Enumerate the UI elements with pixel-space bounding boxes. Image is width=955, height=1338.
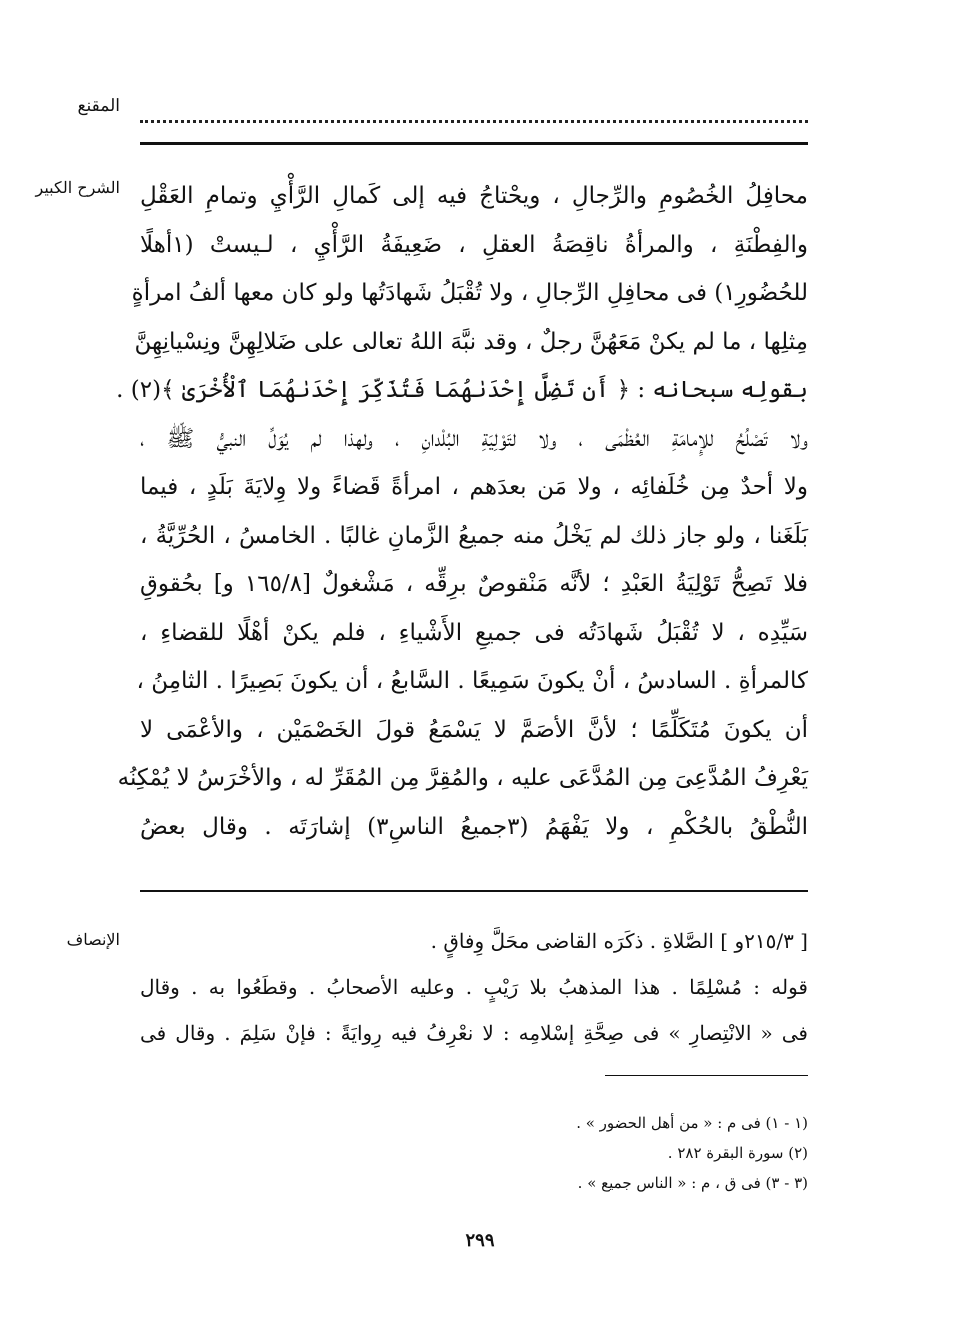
text-line: يَعْرِفُ المُدَّعِىَ مِن المُدَّعَى عليه ، والمُقِرَّ مِن المُقَرِّ له ، والأخْرَسُ لا يُمْكِنُه [117,765,808,791]
sharh-label: الشرح الكبير [35,178,120,197]
text-line: محافِلُ الخُصُومِ والرِّجالِ ، ويحْتاجُ فيه إلى كَمالِ الرَّأْيِ وتمامِ العَقْلِ [140,183,808,209]
text-line: ولا تَصْلُحُ للإِمامَةِ العُظْمَى ، ولا لتَوْلِيَةِ البُلْدانِ ، ولهذا لم يُوَلِّ النبيُّ ﷺ ، [140,425,808,452]
text-line: فلا تَصِحُّ تَوْلِيَةُ العَبْدِ ؛ لأنَّه مَنْقوصٌ برِقِّه ، مَشْغولٌ [١٦٥/٨ و] بحُقوقِ [140,571,808,597]
header-rule [140,142,808,145]
header-dotted-rule [140,112,808,123]
text-line: مِثلِها ، ما لم يكنْ مَعَهُنَّ رجلٌ ، وقد نبَّهَ اللهُ تعالى على ضَلالِهِنَّ ونِسْيانِهِنَّ [134,328,808,355]
text-line: كالمرأةِ . السادسُ ، أنْ يكونَ سَمِيعًا . السَّابعُ ، أن يكونَ بَصِيرًا . الثامِنُ ، [136,668,808,694]
footnote-divider [605,1075,808,1076]
section-divider [140,890,808,892]
footnote: (١ - ١) فى م : « من أهل الحضور » . [576,1114,808,1132]
text-line: للحُضُورِ١) فى محافِلِ الرِّجالِ ، ولا تُقْبَلُ شَهادَتُها ولو كان معها ألفُ امرأةٍ [131,280,808,306]
insaf-text [140,918,808,1056]
text-line: سَيِّدِه ، لا تُقْبَلُ شَهادَتُه فى جميعِ الأَشْياءِ ، فلم يكنْ أهْلًا للقضاءِ ، [140,619,808,646]
footnote: (٣ - ٣) فى ق ، م : « الناس جميع » . [577,1174,808,1192]
text-line: بَلَغَنا ، ولو جاز ذلك لم يَخْلُ منه جميعُ الزَّمانِ غالبًا . الخامسُ ، الحُرِّيَّةُ ، [140,522,808,549]
text-line: والفِطْنَةِ ، والمرأةُ ناقِصَةُ العقلِ ، ضَعِيفَةُ الرَّأْيِ ، لـيستْ (١أهلًا [140,231,808,258]
text-line: فى « الانْتِصارِ » فى صِحَّةِ إسْلامِه : لا نعْرِفُ فيه رِوايَةً : فإنْ سَلِمَ . وقال فى [140,1021,808,1045]
book-title: المقنع [77,96,120,116]
text-line: النُّطْقُ بالحُكْمِ ، ولا يَفْهَمُ (٣جميعُ الناسِ٣) إشارَتَه . وقال بعضُ [140,813,808,840]
footnotes [140,1108,808,1198]
text-line: بقولِه سبحانه : ﴿ أَن تَضِلَّ إِحْدَىٰهُمَا فَتُذَكِّرَ إِحْدَىٰهُمَا ٱلْأُخْرَىٰ ﴾(٢) . [116,377,808,403]
text-line: [ ٢١٥/٣و ] الصَّلاةِ . ذكَرَه القاضى محَلَّ وِفاقٍ . [430,929,808,953]
text-line: قوله : مُسْلِمًا . هذا المذهبُ بلا رَيْبٍ . وعليه الأصحابُ . وقطَعُوا به . وقال [140,975,808,999]
text-line: أن يكونَ مُتَكَلِّمًا ؛ لأنَّ الأصَمَّ لا يَسْمَعُ قولَ الخَصْمَيْن ، والأعْمَى لا [140,716,808,743]
main-text [116,172,808,851]
page-number: ٢٩٩ [465,1230,495,1251]
insaf-label: الإنصاف [66,930,120,949]
text-line: ولا أحدٌ مِن خُلَفائِه ، ولا مَن بعدَهم ، امرأةً قَضاءً ولا وِلايَةَ بَلَدٍ ، فيما [140,474,808,500]
footnote: (٢) سورة البقرة ٢٨٢ . [667,1144,808,1162]
